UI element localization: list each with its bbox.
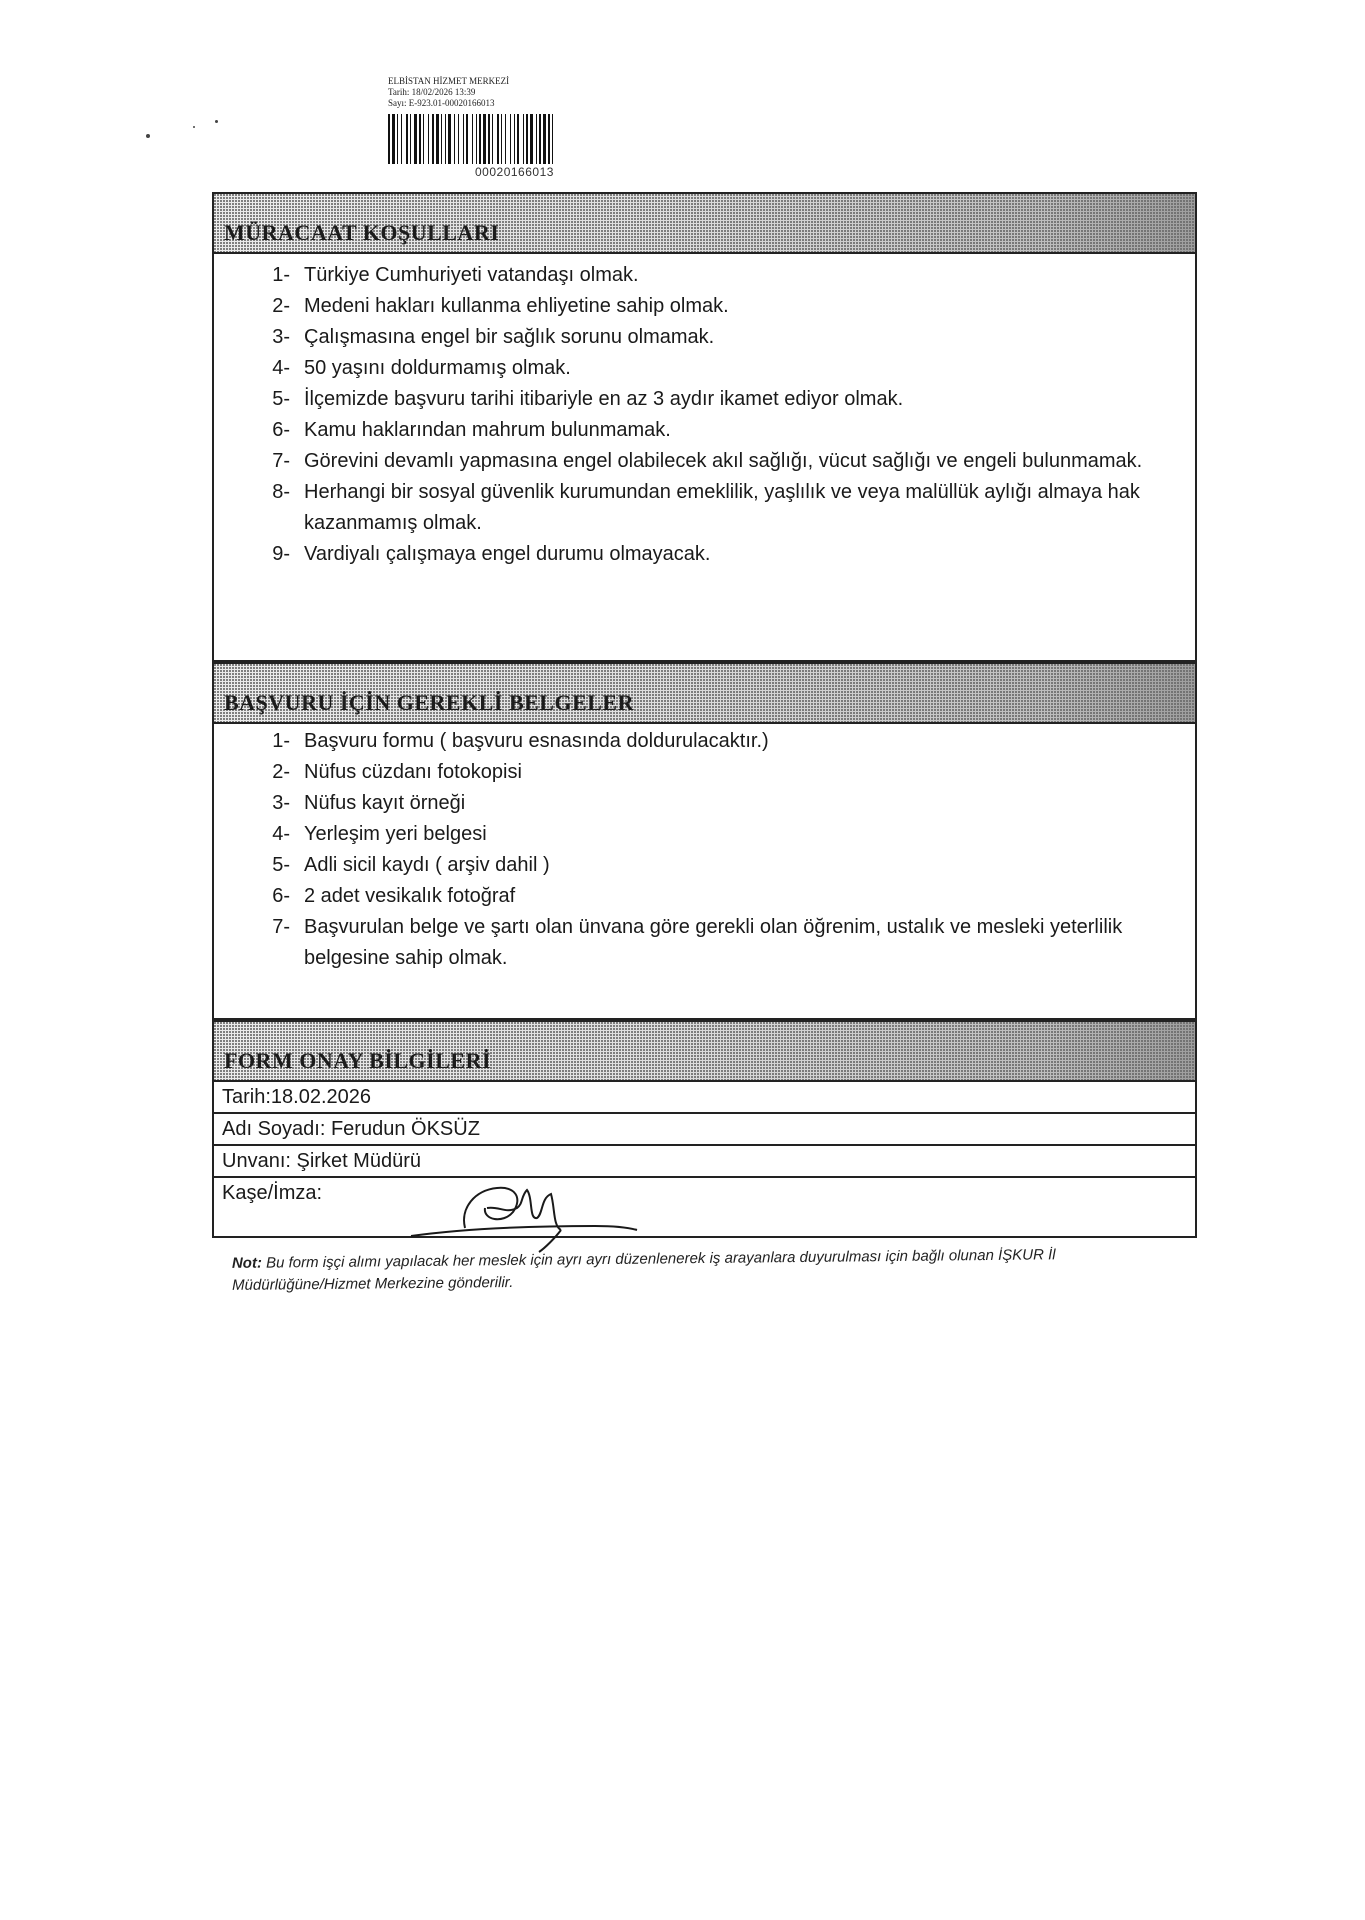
conditions-list bbox=[214, 254, 1195, 570]
list-item bbox=[214, 384, 1195, 415]
list-item bbox=[214, 291, 1195, 322]
item-text: Medeni hakları kullanma ehliyetine sahip olmak. bbox=[304, 295, 729, 317]
item-text: Herhangi bir sosyal güvenlik kurumundan emeklilik, yaşlılık ve veya malüllük aylığı almaya hak kazanmamış olmak. bbox=[304, 481, 1140, 534]
barcode-bar bbox=[406, 114, 408, 164]
barcode-bar bbox=[501, 114, 502, 164]
item-number: 7- bbox=[272, 916, 290, 938]
list-item bbox=[214, 415, 1195, 446]
date-label: Tarih: bbox=[222, 1086, 271, 1108]
approval-section bbox=[212, 1020, 1197, 1238]
item-number: 4- bbox=[272, 357, 290, 379]
scan-speck bbox=[215, 120, 218, 123]
barcode-bar bbox=[488, 114, 490, 164]
title-row bbox=[214, 1146, 1195, 1178]
barcode-bar bbox=[526, 114, 528, 164]
barcode-number: 00020166013 bbox=[475, 165, 554, 179]
footer-note bbox=[232, 1243, 1172, 1297]
name-value: Ferudun ÖKSÜZ bbox=[330, 1118, 480, 1140]
barcode-bar bbox=[423, 114, 424, 164]
barcode-bar bbox=[441, 114, 442, 164]
item-number: 4- bbox=[272, 823, 290, 845]
item-number: 1- bbox=[272, 264, 290, 286]
barcode-bar bbox=[492, 114, 493, 164]
item-number: 2- bbox=[272, 761, 290, 783]
name-label: Adı Soyadı: bbox=[222, 1118, 326, 1140]
documents-list bbox=[214, 724, 1195, 974]
barcode-bar bbox=[517, 114, 519, 164]
barcode-bar bbox=[543, 114, 546, 164]
item-number: 3- bbox=[272, 326, 290, 348]
barcode-bar bbox=[536, 114, 537, 164]
item-number: 5- bbox=[272, 854, 290, 876]
list-item bbox=[214, 726, 1195, 757]
list-item bbox=[214, 353, 1195, 384]
item-number: 7- bbox=[272, 450, 290, 472]
documents-section bbox=[212, 662, 1197, 1020]
conditions-section bbox=[212, 192, 1197, 662]
stamp-date: Tarih: 18/02/2026 13:39 bbox=[388, 87, 476, 97]
list-item bbox=[214, 260, 1195, 291]
barcode-bar bbox=[548, 114, 550, 164]
note-label: Not: bbox=[231, 1254, 262, 1272]
item-text: Nüfus kayıt örneği bbox=[304, 792, 466, 814]
list-item bbox=[214, 477, 1195, 539]
barcode-bar bbox=[397, 114, 398, 164]
barcode-bar bbox=[483, 114, 486, 164]
barcode-bar bbox=[466, 114, 468, 164]
barcode-bar bbox=[539, 114, 541, 164]
signature-row bbox=[214, 1178, 1195, 1240]
item-text: Vardiyalı çalışmaya engel durumu olmayacak. bbox=[304, 543, 711, 565]
barcode-bar bbox=[530, 114, 533, 164]
barcode-bar bbox=[472, 114, 473, 164]
barcode-bar bbox=[479, 114, 481, 164]
barcode-bar bbox=[454, 114, 455, 164]
signature-label: Kaşe/İmza: bbox=[222, 1182, 323, 1204]
scan-speck bbox=[146, 134, 150, 138]
barcode-bar bbox=[552, 114, 553, 164]
approval-title: FORM ONAY BİLGİLERİ bbox=[224, 1048, 492, 1073]
stamp-number: Sayı: E-923.01-00020166013 bbox=[388, 98, 495, 108]
documents-title: BAŞVURU İÇİN GEREKLİ BELGELER bbox=[224, 690, 634, 715]
conditions-header bbox=[214, 194, 1195, 254]
conditions-title: MÜRACAAT KOŞULLARI bbox=[224, 220, 500, 245]
barcode-bar bbox=[510, 114, 511, 164]
item-number: 3- bbox=[272, 792, 290, 814]
item-number: 1- bbox=[272, 730, 290, 752]
item-text: 50 yaşını doldurmamış olmak. bbox=[304, 357, 571, 379]
item-number: 6- bbox=[272, 885, 290, 907]
barcode-bar bbox=[448, 114, 451, 164]
barcode-bar bbox=[401, 114, 402, 164]
item-number: 6- bbox=[272, 419, 290, 441]
item-text: Görevini devamlı yapmasına engel olabilecek akıl sağlığı, vücut sağlığı ve engeli bulunmamak. bbox=[304, 450, 1143, 472]
list-item bbox=[214, 322, 1195, 353]
barcode bbox=[388, 114, 654, 164]
barcode-bar bbox=[410, 114, 411, 164]
barcode-bar bbox=[419, 114, 421, 164]
item-text: Nüfus cüzdanı fotokopisi bbox=[304, 761, 522, 783]
barcode-bar bbox=[497, 114, 499, 164]
item-text: Başvuru formu ( başvuru esnasında doldurulacaktır.) bbox=[304, 730, 769, 752]
item-text: İlçemizde başvuru tarihi itibariyle en az 3 aydır ikamet ediyor olmak. bbox=[304, 388, 904, 410]
barcode-bar bbox=[388, 114, 390, 164]
item-text: Adli sicil kaydı ( arşiv dahil ) bbox=[304, 854, 550, 876]
title-value: Şirket Müdürü bbox=[296, 1150, 421, 1172]
scan-speck bbox=[193, 126, 195, 128]
list-item bbox=[214, 819, 1195, 850]
handwritten-signature bbox=[405, 1168, 645, 1253]
item-text: 2 adet vesikalık fotoğraf bbox=[304, 885, 516, 907]
item-number: 5- bbox=[272, 388, 290, 410]
barcode-bar bbox=[392, 114, 395, 164]
item-number: 9- bbox=[272, 543, 290, 565]
item-number: 8- bbox=[272, 481, 290, 503]
list-item bbox=[214, 446, 1195, 477]
documents-header bbox=[214, 664, 1195, 724]
date-row bbox=[214, 1082, 1195, 1114]
name-row bbox=[214, 1114, 1195, 1146]
barcode-bar bbox=[523, 114, 524, 164]
barcode-bar bbox=[445, 114, 446, 164]
barcode-bar bbox=[505, 114, 506, 164]
item-text: Kamu haklarından mahrum bulunmamak. bbox=[304, 419, 671, 441]
item-text: Başvurulan belge ve şartı olan ünvana göre gerekli olan öğrenim, ustalık ve mesleki yeterlilik belgesine sahip olmak. bbox=[304, 916, 1123, 969]
date-value: 18.02.2026 bbox=[270, 1086, 372, 1108]
barcode-bar bbox=[428, 114, 429, 164]
list-item bbox=[214, 912, 1195, 974]
stamp-office: ELBİSTAN HİZMET MERKEZİ bbox=[388, 76, 510, 86]
barcode-bar bbox=[458, 114, 459, 164]
barcode-bar bbox=[476, 114, 477, 164]
list-item bbox=[214, 539, 1195, 570]
item-number: 2- bbox=[272, 295, 290, 317]
item-text: Türkiye Cumhuriyeti vatandaşı olmak. bbox=[304, 264, 639, 286]
title-label: Unvanı: bbox=[222, 1150, 291, 1172]
barcode-bar bbox=[514, 114, 515, 164]
barcode-bar bbox=[414, 114, 417, 164]
list-item bbox=[214, 881, 1195, 912]
barcode-bar bbox=[432, 114, 434, 164]
list-item bbox=[214, 850, 1195, 881]
list-item bbox=[214, 788, 1195, 819]
item-text: Yerleşim yeri belgesi bbox=[304, 823, 487, 845]
list-item bbox=[214, 757, 1195, 788]
approval-header bbox=[214, 1022, 1195, 1082]
barcode-bar bbox=[463, 114, 464, 164]
barcode-bar bbox=[436, 114, 439, 164]
item-text: Çalışmasına engel bir sağlık sorunu olmamak. bbox=[304, 326, 715, 348]
note-text: Bu form işçi alımı yapılacak her meslek için ayrı ayrı düzenlenerek iş arayanlara duyurulması için bağlı olunan İŞKUR İl Müdürlüğüne/Hizmet Merkezine gönderilir. bbox=[232, 1246, 1056, 1294]
registry-stamp bbox=[388, 76, 668, 109]
